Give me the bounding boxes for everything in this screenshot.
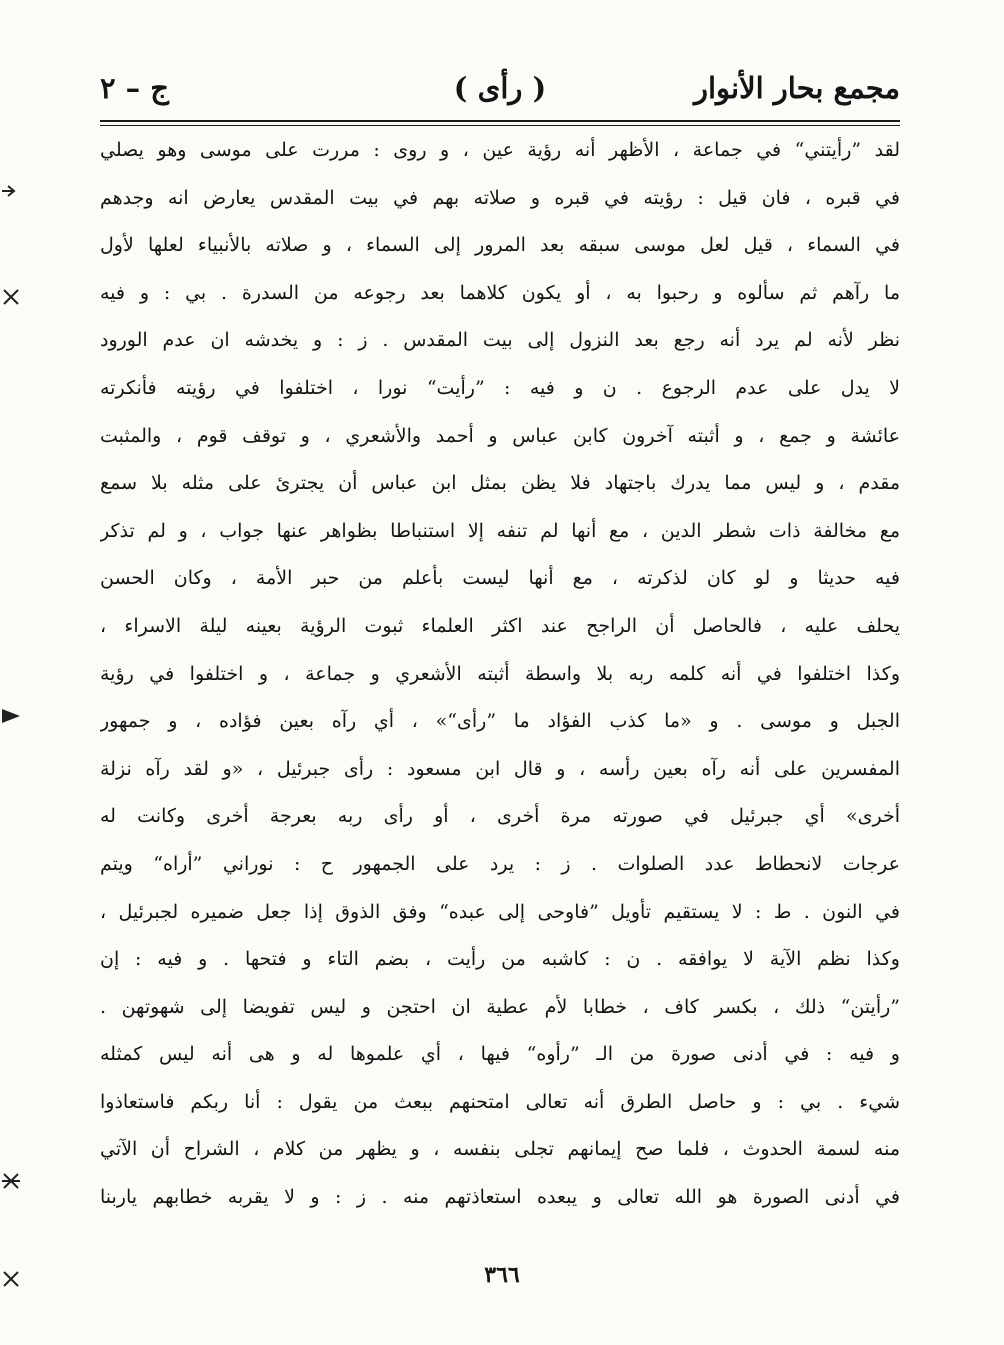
scan-mark-icon [0,703,26,729]
text-line: شيء . بي : و حاصل الطرق أنه تعالى امتحنهم ببعث من يقول : أنا ربكم فاستعاذوا [100,1090,900,1113]
scan-mark-icon [0,178,26,204]
text-line: في النون . ط : لا يستقيم تأويل ”فاوحى إلى عبده“ وفق الذوق إذا جعل ضميره لجبرئيل ، [100,900,900,923]
scan-mark-icon [0,1266,26,1292]
running-header [100,62,900,114]
header-rule-thick [100,120,900,122]
text-line: أخرى» أي جبرئيل في صورته مرة أخرى ، أو رأى ربه بعرجة أخرى وكانت له [100,805,900,828]
text-line: لقد ”رأيتني“ في جماعة ، الأظهر أنه رؤية عين ، و روى : مررت على موسى وهو يصلي [100,139,900,161]
text-line: وكذا نظم الآية لا يوافقه . ن : كاشبه من رأيت ، بضم التاء و فتحها . و فيه : إن [100,948,900,971]
text-line: في أدنى الصورة هو الله تعالى و يبعده استعاذتهم منه . ز : و لا يقربه خطابهم ياربنا [100,1186,900,1209]
entry-word: ( رأى ) [453,71,547,105]
volume-number: ج – ٢ [100,71,169,105]
scan-mark-icon [0,1168,26,1194]
text-line: لا يدل على عدم الرجوع . ن و فيه : ”رأيت“ نورا ، اختلفوا في رؤيته فأنكرته [100,376,900,399]
text-line: فيه حديثا و لو كان لذكرته ، مع أنها ليست بأعلم من حبر الأمة ، وكان الحسن [100,567,900,590]
scan-mark-icon [0,284,26,310]
text-line: عرجات لانحطاط عدد الصلوات . ز : يرد على الجمهور ح : نوراني ”أراه“ ويتم [100,852,900,875]
text-line: في قبره ، فان قيل : رؤيته في قبره و صلاته بهم في بيت المقدس يعارض انه وجدهم [100,186,900,209]
text-line: المفسرين على أنه رآه بعين رأسه ، و قال ابن مسعود : رأى جبرئيل ، «و لقد رآه نزلة [100,757,900,780]
text-line: في السماء ، قيل لعل موسى سبقه بعد المرور إلى السماء ، و صلاته بالأنبياء لعلها لأول [100,234,900,257]
header-rule-thin [100,125,900,126]
body-text [100,127,900,1222]
book-title: مجمع بحار الأنوار [694,71,900,105]
page-number: ٣٦٦ [484,1262,520,1288]
text-line: منه لسمة الحدوث ، فلما صح إيمانهم تجلى بنفسه ، و يظهر من كلام ، الشراح أن الآتي [100,1138,900,1161]
text-line: مع مخالفة ذات شطر الدين ، مع أنها لم تنفه إلا استنباطا بظواهر عنها جواب ، و لم تذكر [100,519,900,542]
text-line: عائشة و جمع ، و أثبته آخرون كابن عباس و أحمد والأشعري ، و توقف قوم ، والمثبت [100,424,900,447]
text-line: مقدم ، و ليس مما يدرك باجتهاد فلا يظن بمثل ابن عباس أن يجترئ على مثله بلا سمع [100,472,900,495]
text-line: الجبل و موسى . و «ما كذب الفؤاد ما ”رأى“» ، أي رآه بعين فؤاده ، و جمهور [100,710,900,733]
text-line: و فيه : في أدنى صورة من الـ ”رأوه“ فيها ، أي علموها له و هى أنه ليس كمثله [100,1043,900,1066]
text-line: وكذا اختلفوا في أنه كلمه ربه بلا واسطة أثبته الأشعري و جماعة ، و اختلفوا في رؤية [100,662,900,685]
text-line: ما رآهم ثم سألوه و رحبوا به ، أو يكون كلاهما بعد رجوعه من السدرة . بي : و فيه [100,281,900,304]
text-line: نظر لأنه لم يرد أنه رجع بعد النزول إلى بيت المقدس . ز : و يخدشه ان عدم الورود [100,329,900,352]
text-line: يحلف عليه ، فالحاصل أن الراجح عند اكثر العلماء ثبوت الرؤية بعينه ليلة الاسراء ، [100,614,900,637]
text-line: ”رأيتن“ ذلك ، بكسر كاف ، خطابا لأم عطية ان احتجن و ليس تفويضا إلى شهوتهن . [100,995,900,1018]
